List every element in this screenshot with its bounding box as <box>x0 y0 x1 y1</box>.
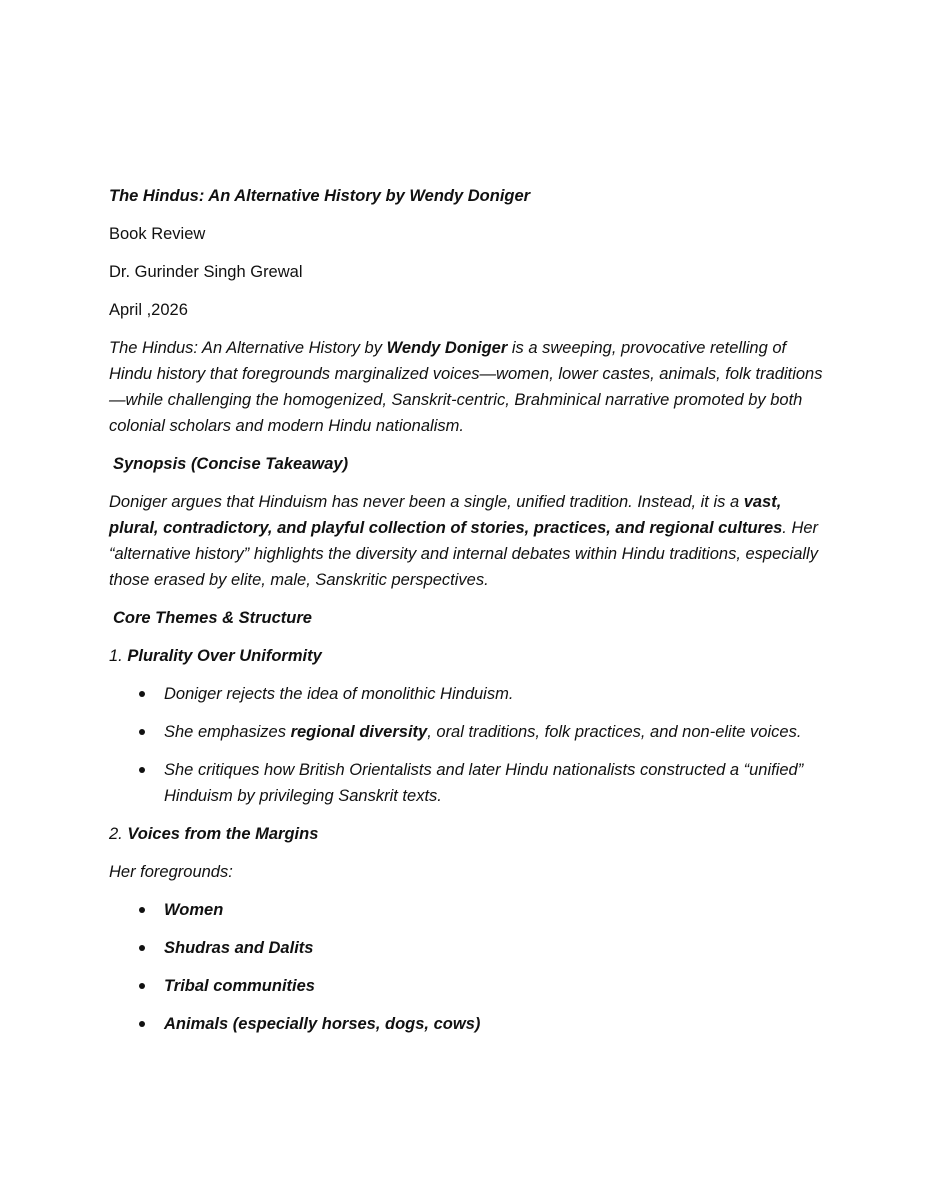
theme-2-number: 2. <box>109 825 128 843</box>
synopsis-text-1: Doniger argues that Hinduism has never been a single, unified tradition. Instead, it is a <box>109 493 744 511</box>
document-page <box>109 183 824 1049</box>
list-item <box>109 719 824 745</box>
bullet-icon <box>139 983 145 989</box>
synopsis-text-2: . Her “alternative history” highlights the diversity and internal debates within Hindu traditions, especially those erased by elite, male, Sanskritic perspectives. <box>109 519 819 589</box>
document-title: The Hindus: An Alternative History by Wendy Doniger <box>109 187 531 205</box>
theme-1-bullet-list <box>109 681 824 809</box>
list-item-text: Tribal communities <box>164 977 315 995</box>
list-item-text: Shudras and Dalits <box>164 939 314 957</box>
list-item <box>109 935 824 961</box>
intro-paragraph <box>109 335 824 439</box>
synopsis-heading: Synopsis (Concise Takeaway) <box>113 455 349 473</box>
list-item-text: Doniger rejects the idea of monolithic Hinduism. <box>164 685 514 703</box>
intro-author-bold: Wendy Doniger <box>386 339 508 357</box>
theme-1-title: Plurality Over Uniformity <box>127 647 322 665</box>
document-date: April ,2026 <box>109 301 188 319</box>
intro-text-1: The Hindus: An Alternative History by <box>109 339 387 357</box>
bullet-icon <box>139 691 145 697</box>
theme-2-intro: Her foregrounds: <box>109 863 233 881</box>
list-item <box>109 1011 824 1037</box>
theme-2-heading <box>109 821 824 847</box>
synopsis-bold: vast, plural, contradictory, and playful collection of stories, practices, and regional cultures <box>109 493 783 537</box>
bullet-icon <box>139 767 145 773</box>
list-item-text: She emphasizes <box>164 723 291 741</box>
bullet-icon <box>139 945 145 951</box>
list-item-text: Animals (especially horses, dogs, cows) <box>164 1015 481 1033</box>
synopsis-paragraph <box>109 489 824 593</box>
list-item-bold: regional diversity <box>290 723 428 741</box>
list-item <box>109 897 824 923</box>
list-item-text: Women <box>164 901 224 919</box>
list-item <box>109 757 824 809</box>
list-item <box>109 973 824 999</box>
list-item <box>109 681 824 707</box>
theme-1-heading <box>109 643 824 669</box>
core-themes-heading: Core Themes & Structure <box>113 609 312 627</box>
theme-1-number: 1. <box>109 647 128 665</box>
bullet-icon <box>139 907 145 913</box>
theme-2-title: Voices from the Margins <box>127 825 319 843</box>
theme-2-bullet-list <box>109 897 824 1037</box>
intro-text-2: is a sweeping, provocative retelling of Hindu history that foregrounds marginalized voices—women, lower castes, animals, folk traditions—while challenging the homogenized, Sanskrit-centric, Brahminical narrative promoted by both colonial scholars and modern Hindu nationalism. <box>109 339 823 435</box>
author-name: Dr. Gurinder Singh Grewal <box>109 263 303 281</box>
list-item-text: , oral traditions, folk practices, and non-elite voices. <box>427 723 802 741</box>
list-item-text: She critiques how British Orientalists and later Hindu nationalists constructed a “unified” Hinduism by privileging Sanskrit texts. <box>164 761 804 805</box>
document-type: Book Review <box>109 225 206 243</box>
bullet-icon <box>139 1021 145 1027</box>
bullet-icon <box>139 729 145 735</box>
